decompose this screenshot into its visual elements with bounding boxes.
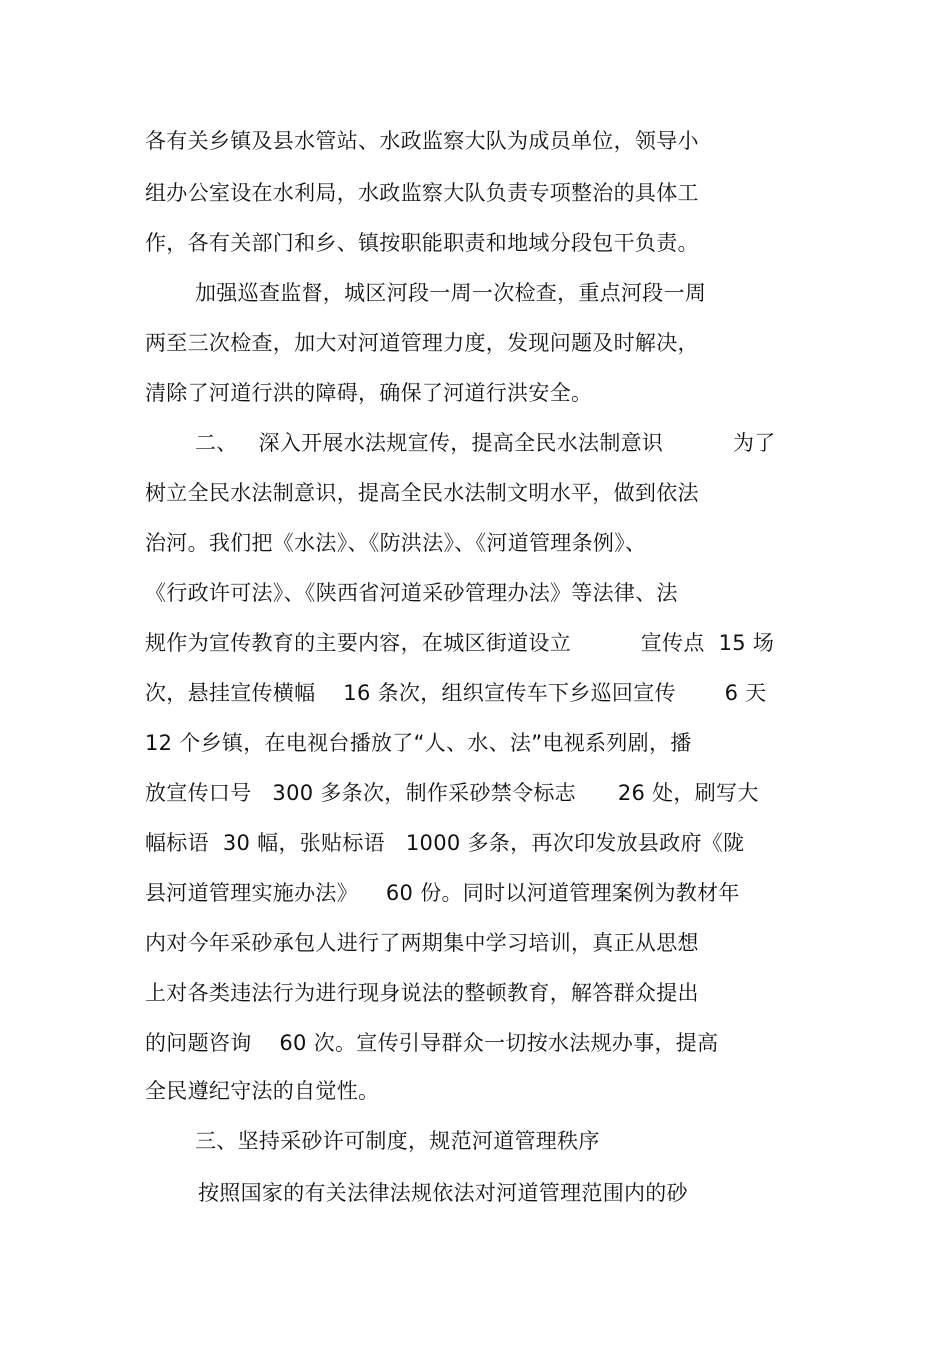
text-line: 治河。我们把《水法》、《防洪法》、《河道管理条例》、: [145, 531, 647, 555]
text-line: 加强巡查监督，城区河段一周一次检查，重点河段一周: [195, 281, 707, 305]
text-line: 《行政许可法》、《陕西省河道采砂管理办法》等法律、法: [145, 581, 678, 605]
text-line: 按照国家的有关法律法规依法对河道管理范围内的砂: [198, 1181, 688, 1205]
text-line: 各有关乡镇及县水管站、水政监察大队为成员单位，领导小: [145, 129, 699, 153]
text-line: 作，各有关部门和乡、镇按职能职责和地域分段包干负责。: [145, 231, 699, 255]
text-line: 放宣传口号 300 多条次，制作采砂禁令标志 26 处，刷写大: [145, 781, 759, 805]
text-line: 树立全民水法制意识，提高全民水法制文明水平，做到依法: [145, 481, 699, 505]
text-line: 内对今年采砂承包人进行了两期集中学习培训，真正从思想: [145, 931, 699, 955]
text-line: 组办公室设在水利局，水政监察大队负责专项整治的具体工: [145, 181, 699, 205]
text-line: 清除了河道行洪的障碍，确保了河道行洪安全。: [145, 381, 593, 405]
text-line: 次，悬挂宣传横幅 16 条次，组织宣传车下乡巡回宣传 6 天: [145, 681, 767, 705]
section-heading: 三、坚持采砂许可制度，规范河道管理秩序: [195, 1129, 600, 1153]
text-line: 的问题咨询 60 次。宣传引导群众一切按水法规办事，提高: [145, 1031, 719, 1055]
text-line: 县河道管理实施办法》 60 份。同时以河道管理案例为教材年: [145, 881, 740, 905]
text-line: 两至三次检查，加大对河道管理力度，发现问题及时解决，: [145, 331, 699, 355]
text-line: 上对各类违法行为进行现身说法的整顿教育，解答群众提出: [145, 981, 699, 1005]
section-heading: 二、 深入开展水法规宣传，提高全民水法制意识 为了: [195, 431, 776, 455]
text-line: 幅标语 30 幅，张贴标语 1000 多条，再次印发放县政府《陇: [145, 831, 745, 855]
text-line: 12 个乡镇，在电视台播放了“人、水、法”电视系列剧，播: [145, 731, 692, 755]
text-line: 全民遵纪守法的自觉性。: [145, 1079, 380, 1103]
text-line: 规作为宣传教育的主要内容，在城区街道设立 宣传点 15 场: [145, 631, 775, 655]
